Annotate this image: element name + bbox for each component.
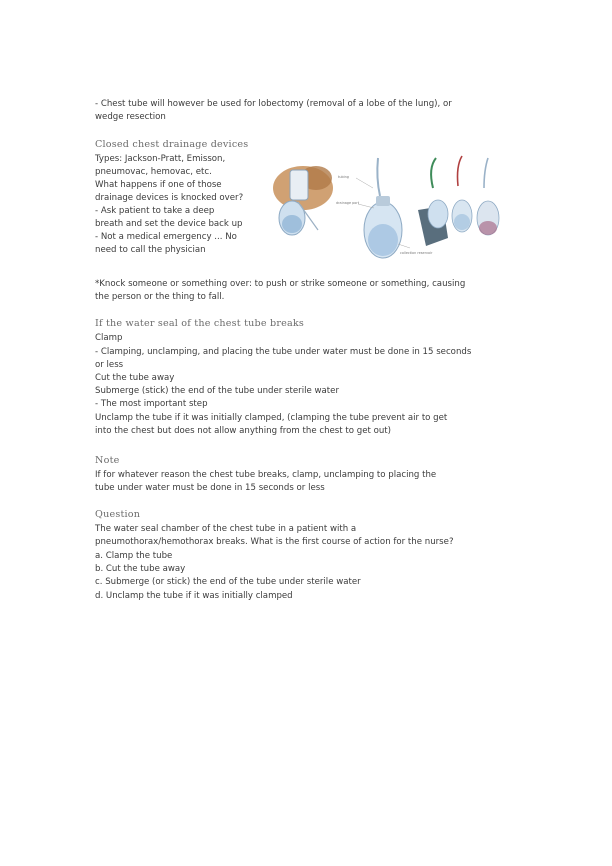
note-heading: Note [95,455,120,466]
figure-label: drainage port [336,201,360,205]
note-line-2: tube under water must be done in 15 seconds or less [95,483,325,493]
bulb-device-with-labels [336,158,433,258]
knock-over-definition-line-2: the person or the thing to fall. [95,292,225,302]
devices-line: What happens if one of those [95,180,222,190]
knock-over-definition-line-1: *Knock someone or something over: to push or strike someone or something, causing [95,279,466,289]
devices-line: - Ask patient to take a deep [95,206,215,216]
question-option: d. Unclamp the tube if it was initially clamped [95,591,293,601]
chest-tube-lobectomy-line-1: - Chest tube will however be used for lobectomy (removal of a lobe of the lung), or [95,99,452,109]
chest-tube-lobectomy-line-2: wedge resection [95,112,166,122]
note-line-1: If for whatever reason the chest tube breaks, clamp, unclamping to placing the [95,470,437,480]
devices-heading: Closed chest drainage devices [95,139,249,150]
devices-line: breath and set the device back up [95,219,243,229]
devices-line: need to call the physician [95,245,206,255]
question-option: a. Clamp the tube [95,551,173,561]
question-heading: Question [95,509,141,520]
multiple-devices-illustration [418,156,499,246]
water-seal-line: Clamp [95,333,123,343]
water-seal-line: - The most important step [95,399,208,409]
question-stem-line-1: The water seal chamber of the chest tube in a patient with a [95,524,357,534]
water-seal-line: into the chest but does not allow anything from the chest to get out) [95,426,392,436]
water-seal-heading: If the water seal of the chest tube breaks [95,318,305,329]
question-option: c. Submerge (or stick) the end of the tube under sterile water [95,577,361,587]
water-seal-line: - Clamping, unclamping, and placing the tube under water must be done in 15 seconds [95,347,472,357]
water-seal-line: Cut the tube away [95,373,175,383]
water-seal-line: Unclamp the tube if it was initially clamped, (clamping the tube prevent air to get [95,413,448,423]
drainage-devices-illustration [258,148,508,268]
devices-line: pneumovac, hemovac, etc. [95,167,212,177]
devices-line: Types: Jackson-Pratt, Emisson, [95,154,226,164]
hand-holding-device-illustration [273,166,333,235]
devices-line: - Not a medical emergency ... No [95,232,237,242]
water-seal-line: Submerge (stick) the end of the tube under sterile water [95,386,339,396]
figure-label: collection reservoir [400,251,433,255]
devices-line: drainage devices is knocked over? [95,193,244,203]
figure-label: tubing [338,175,349,179]
question-stem-line-2: pneumothorax/hemothorax breaks. What is the first course of action for the nurse? [95,537,454,547]
water-seal-line: or less [95,360,124,370]
question-option: b. Cut the tube away [95,564,186,574]
